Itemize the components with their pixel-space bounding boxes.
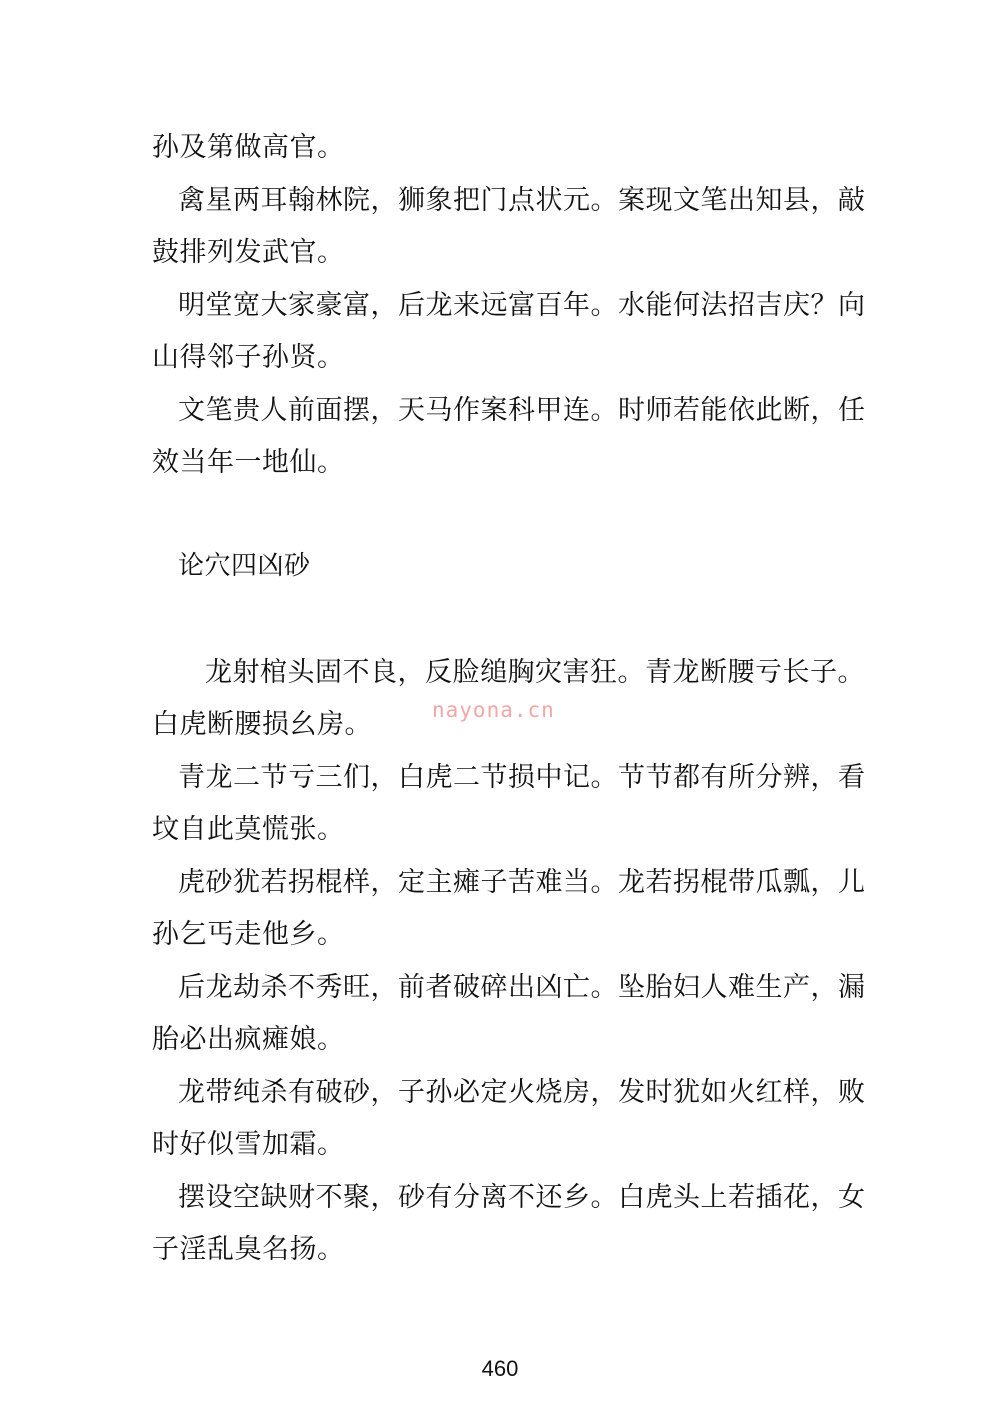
- text-line: 摆设空缺财不聚，砂有分离不还乡。白虎头上若插花，女: [178, 1182, 866, 1213]
- text-line: 后龙劫杀不秀旺，前者破碎出凶亡。坠胎妇人难生产，漏: [178, 972, 866, 1003]
- text-line: 效当年一地仙。: [152, 447, 345, 478]
- text-line: 青龙二节亏三们，白虎二节损中记。节节都有所分辨，看: [178, 762, 866, 793]
- text-line: 胎必出疯瘫娘。: [152, 1024, 345, 1055]
- text-line: 鼓排列发武官。: [152, 237, 345, 268]
- text-line: 坟自此莫慌张。: [152, 814, 345, 845]
- page-number: 460: [481, 1356, 519, 1381]
- watermark: nayona.cn: [432, 698, 555, 722]
- text-line: 虎砂犹若拐棍样，定主瘫子苦难当。龙若拐棍带瓜瓢，儿: [178, 867, 866, 898]
- text-line: 文笔贵人前面摆，天马作案科甲连。时师若能依此断，任: [178, 395, 866, 426]
- text-line: 时好似雪加霜。: [152, 1129, 345, 1160]
- text-line: 明堂宽大家豪富，后龙来远富百年。水能何法招吉庆？向: [178, 290, 866, 321]
- text-line: 山得邻子孙贤。: [152, 342, 345, 373]
- text-line: 孙乞丐走他乡。: [152, 919, 345, 950]
- text-line: 龙射棺头固不良，反脸缒胸灾害狂。青龙断腰亏长子。: [205, 657, 865, 688]
- text-line: 孙及第做高官。: [152, 132, 345, 163]
- text-line: 白虎断腰损幺房。: [152, 709, 372, 740]
- text-line: 禽星两耳翰林院，狮象把门点状元。案现文笔出知县，敲: [178, 185, 866, 216]
- text-line: 龙带纯杀有破砂，子孙必定火烧房，发时犹如火红样，败: [178, 1077, 866, 1108]
- section-title: 论穴四凶砂: [178, 551, 311, 581]
- text-line: 子淫乱臭名扬。: [152, 1234, 345, 1265]
